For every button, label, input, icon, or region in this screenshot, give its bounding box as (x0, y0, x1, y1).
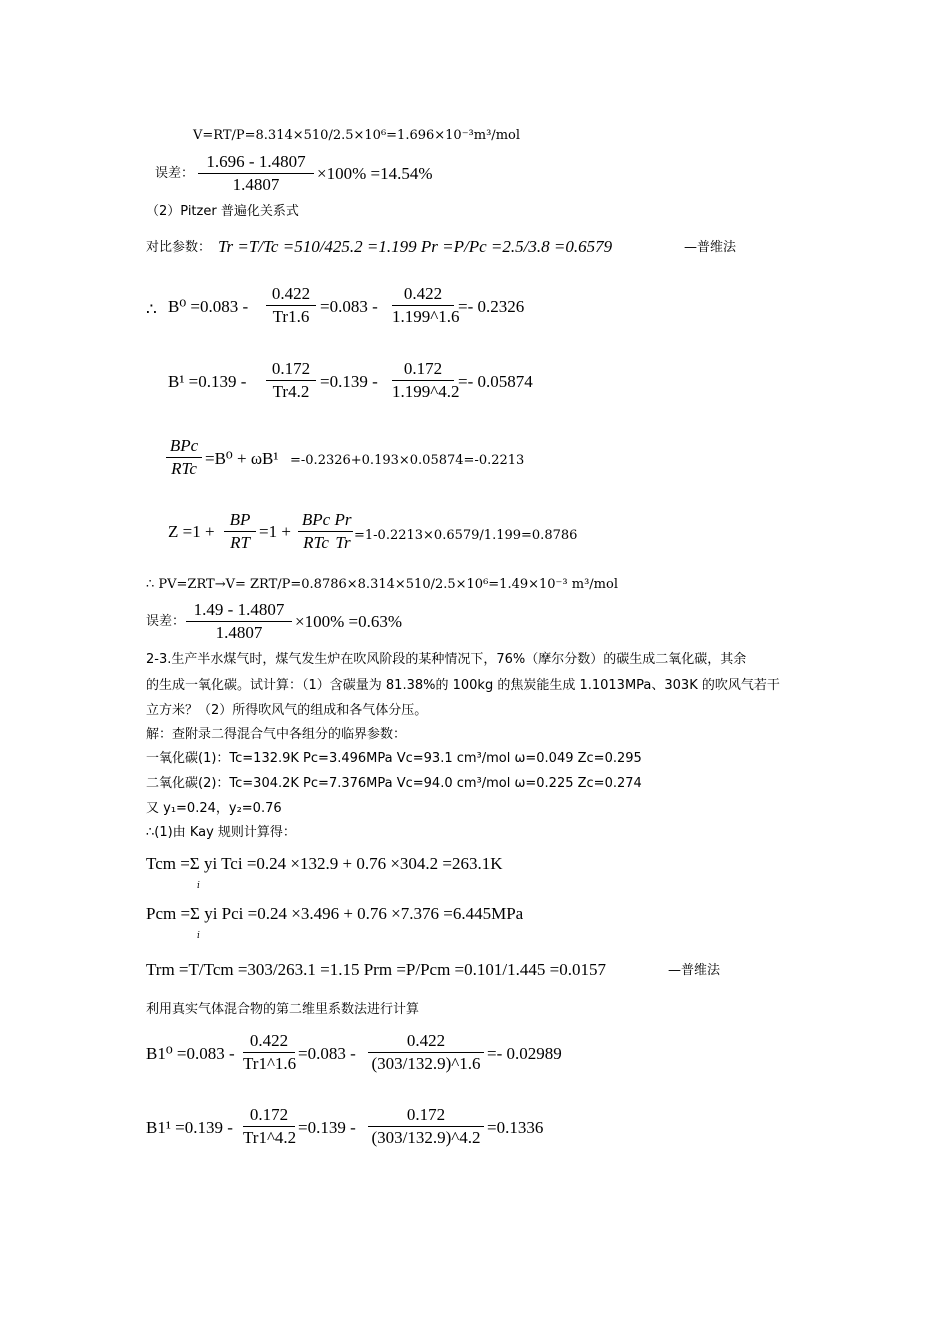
bpc-fraction (166, 436, 202, 479)
b0-num-2: 0.422 (403, 284, 443, 303)
error-label-2: 误差： (146, 614, 186, 629)
z-den-2: RTc (303, 533, 329, 552)
z-num-3: Pr (334, 510, 352, 529)
b11-num-2: 0.172 (406, 1105, 446, 1124)
b11-den-1: Tr1^4.2 (243, 1128, 297, 1147)
reduced-mixture-method: —普维法 (668, 963, 721, 978)
mole-fractions: 又 y₁=0.24，y₂=0.76 (146, 801, 282, 816)
b0-fraction-1 (266, 284, 316, 327)
b1-result: =- 0.05874 (458, 372, 533, 391)
problem-text-1: 2-3.生产半水煤气时，煤气发生炉在吹风阶段的某种情况下，76%（摩尔分数）的碳生成二氧化碳，其余 (146, 652, 747, 667)
error-fraction-2 (186, 600, 292, 643)
bpc-rhs: =B⁰ + ωB¹ (205, 449, 279, 468)
therefore-symbol: ∴ (146, 300, 157, 319)
b0-den-2: 1.199^1.6 (392, 307, 460, 326)
bpc-calculation: =-0.2326+0.193×0.05874=-0.2213 (290, 453, 525, 468)
z-lhs: Z =1 + (168, 522, 215, 541)
pitzer-heading: （2）Pitzer 普遍化关系式 (146, 204, 299, 219)
b11-middle: =0.139 - (298, 1118, 356, 1137)
b10-num-1: 0.422 (249, 1031, 289, 1050)
b0-num-1: 0.422 (271, 284, 311, 303)
b1-middle: =0.139 - (320, 372, 378, 391)
b10-den-2: (303/132.9)^1.6 (371, 1054, 481, 1073)
z-num-2: BPc (301, 510, 331, 529)
b11-num-1: 0.172 (249, 1105, 289, 1124)
b1-fraction-2 (392, 359, 460, 402)
z-den-3: Tr (335, 533, 351, 552)
tcm-sum-index: i (197, 881, 200, 891)
tcm-equation: Tcm =Σ yi Tci =0.24 ×132.9 + 0.76 ×304.2 =263.1K (146, 854, 503, 873)
virial-method-note: 利用真实气体混合物的第二维里系数法进行计算 (146, 1002, 420, 1017)
z-middle: =1 + (259, 522, 291, 541)
b11-lhs: B1¹ =0.139 - (146, 1118, 233, 1137)
error-denominator-1: 1.4807 (232, 175, 280, 194)
b0-fraction-2 (392, 284, 460, 327)
co2-critical-params: 二氧化碳(2)：Tc=304.2K Pc=7.376MPa Vc=94.0 cm³/mol ω=0.225 Zc=0.274 (146, 776, 642, 791)
solution-intro: 解：查附录二得混合气中各组分的临界参数： (146, 727, 407, 742)
co-critical-params: 一氧化碳(1)：Tc=132.9K Pc=3.496MPa Vc=93.1 cm³/mol ω=0.049 Zc=0.295 (146, 751, 642, 766)
error-denominator-2: 1.4807 (215, 623, 263, 642)
error-result-1: ×100% =14.54% (317, 164, 433, 183)
real-gas-volume-line: ∴ PV=ZRT→V= ZRT/P=0.8786×8.314×510/2.5×10⁶=1.49×10⁻³ m³/mol (146, 577, 618, 592)
b1-den-2: 1.199^4.2 (392, 382, 460, 401)
b10-lhs: B1⁰ =0.083 - (146, 1044, 235, 1063)
b1-lhs: B¹ =0.139 - (168, 372, 247, 391)
bpc-numerator: BPc (169, 436, 199, 455)
ideal-gas-volume-line: V=RT/P=8.314×510/2.5×10⁶=1.696×10⁻³m³/mol (193, 128, 520, 143)
reduced-params-label: 对比参数： (146, 240, 212, 255)
b1-num-2: 0.172 (403, 359, 443, 378)
b1-fraction-1 (266, 359, 316, 402)
b1-den-1: Tr4.2 (272, 382, 310, 401)
b10-result: =- 0.02989 (487, 1044, 562, 1063)
reduced-params-equation: Tr =T/Tc =510/425.2 =1.199 Pr =P/Pc =2.5/3.8 =0.6579 (218, 237, 613, 256)
bpc-denominator: RTc (171, 459, 197, 478)
b1-num-1: 0.172 (271, 359, 311, 378)
error-fraction-1 (198, 152, 314, 195)
b10-middle: =0.083 - (298, 1044, 356, 1063)
error-label-1: 误差： (155, 166, 195, 181)
b11-den-2: (303/132.9)^4.2 (371, 1128, 481, 1147)
z-fraction-1 (224, 510, 256, 553)
z-num-1: BP (229, 510, 251, 529)
z-fraction-3 (333, 510, 353, 553)
b10-fraction-2 (368, 1031, 484, 1074)
b0-result: =- 0.2326 (458, 297, 525, 316)
reduced-method-note: —普维法 (684, 240, 737, 255)
b10-den-1: Tr1^1.6 (243, 1054, 297, 1073)
problem-text-2: 的生成一氧化碳。试计算：（1）含碳量为 81.38%的 100kg 的焦炭能生成 1.1013MPa、303K 的吹风气若干 (146, 678, 780, 693)
error-result-2: ×100% =0.63% (295, 612, 402, 631)
error-numerator-2: 1.49 - 1.4807 (193, 600, 285, 619)
pcm-equation: Pcm =Σ yi Pci =0.24 ×3.496 + 0.76 ×7.376 =6.445MPa (146, 904, 524, 923)
b0-den-1: Tr1.6 (272, 307, 310, 326)
kay-rule-note: ∴(1)由 Kay 规则计算得： (146, 825, 296, 840)
b11-fraction-2 (368, 1105, 484, 1148)
z-calculation: =1-0.2213×0.6579/1.199=0.8786 (354, 528, 578, 543)
b10-num-2: 0.422 (406, 1031, 446, 1050)
b0-lhs: B⁰ =0.083 - (168, 297, 249, 316)
reduced-mixture-equation: Trm =T/Tcm =303/263.1 =1.15 Prm =P/Pcm =0.101/1.445 =0.0157 (146, 960, 606, 979)
z-fraction-2 (298, 510, 334, 553)
b10-fraction-1 (243, 1031, 295, 1074)
b0-middle: =0.083 - (320, 297, 378, 316)
pcm-sum-index: i (197, 931, 200, 941)
error-numerator-1: 1.696 - 1.4807 (206, 152, 306, 171)
z-den-1: RT (230, 533, 250, 552)
b11-fraction-1 (243, 1105, 295, 1148)
problem-text-3: 立方米？（2）所得吹风气的组成和各气体分压。 (146, 703, 428, 718)
b11-result: =0.1336 (487, 1118, 544, 1137)
